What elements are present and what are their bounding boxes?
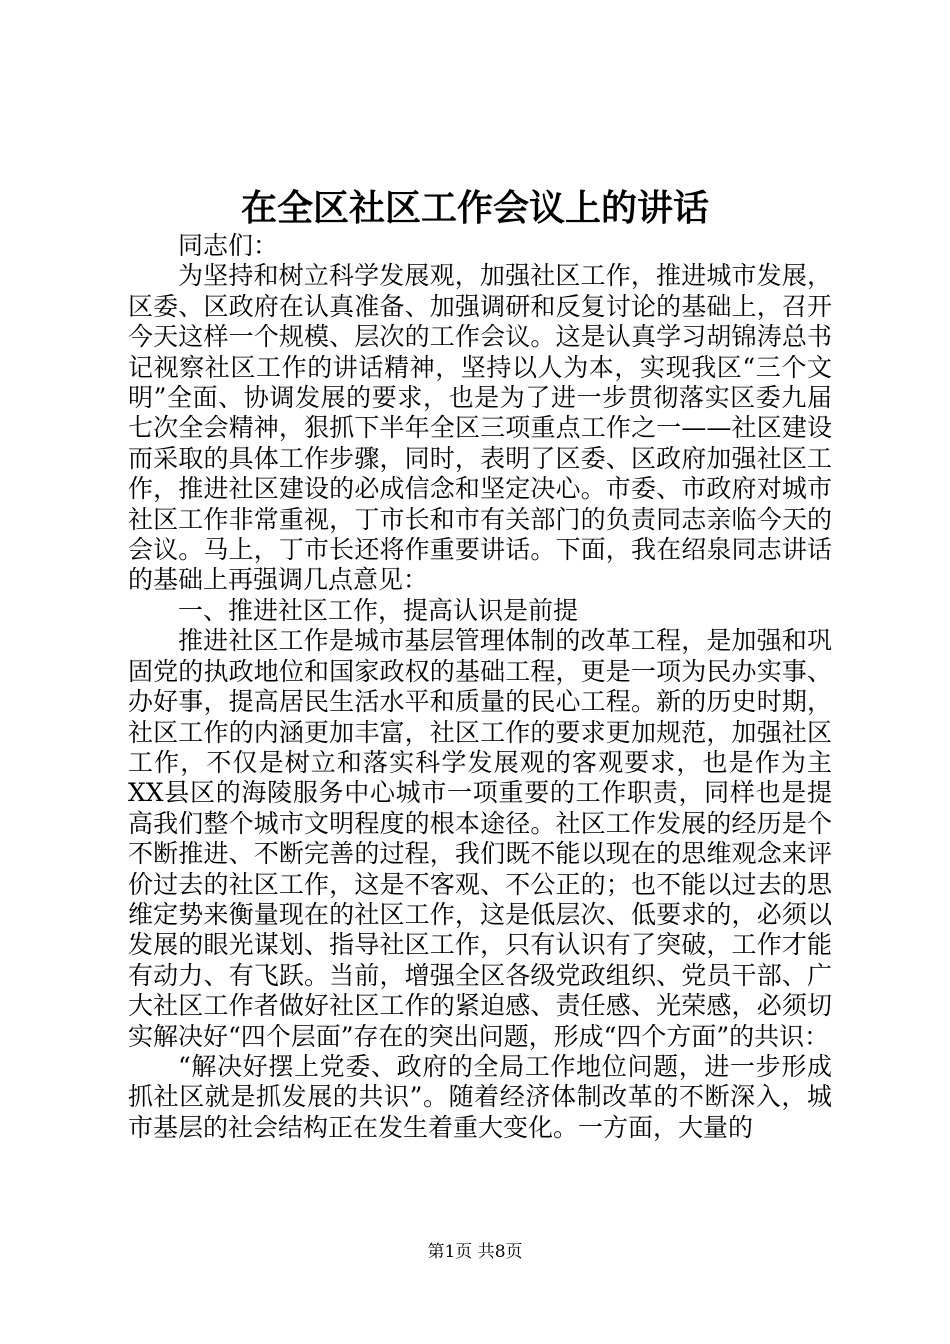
body-paragraph: 为坚持和树立科学发展观，加强社区工作，推进城市发展，区委、区政府在认真准备、加强调研和反复讨论的基础上，召开今天这样一个规模、层次的工作会议。这是认真学习胡锦涛总书记视察社区工作的讲话精神，坚持以人为本，实现我区“三个文明”全面、协调发展的要求，也是为了进一步贯彻落实区委九届七次全会精神，狠抓下半年全区三项重点工作之一——社区建设而采取的具体工作步骤，同时，表明了区委、区政府加强社区工作，推进社区建设的必成信念和坚定决心。市委、市政府对城市社区工作非常重视，丁市长和市有关部门的负责同志亲临今天的会议。马上，丁市长还将作重要讲话。下面，我在绍泉同志讲话的基础上再强调几点意见： (128, 261, 832, 595)
document-title: 在全区社区工作会议上的讲话 (240, 187, 709, 229)
document-body (128, 231, 832, 1143)
body-paragraph: 推进社区工作是城市基层管理体制的改革工程，是加强和巩固党的执政地位和国家政权的基础工程，更是一项为民办实事、办好事，提高居民生活水平和质量的民心工程。新的历史时期，社区工作的内涵更加丰富，社区工作的要求更加规范，加强社区工作，不仅是树立和落实科学发展观的客观要求，也是作为主XX县区的海陵服务中心城市一项重要的工作职责，同样也是提高我们整个城市文明程度的根本途径。社区工作发展的经历是个不断推进、不断完善的过程，我们既不能以现在的思维观念来评价过去的社区工作，这是不客观、不公正的；也不能以过去的思维定势来衡量现在的社区工作，这是低层次、低要求的，必须以发展的眼光谋划、指导社区工作，只有认识有了突破，工作才能有动力、有飞跃。当前，增强全区各级党政组织、党员干部、广大社区工作者做好社区工作的紧迫感、责任感、光荣感，必须切实解决好“四个层面”存在的突出问题，形成“四个方面”的共识： (128, 626, 832, 1051)
page-footer: 第1页 共8页 (427, 1242, 523, 1262)
body-paragraph: “解决好摆上党委、政府的全局工作地位问题，进一步形成抓社区就是抓发展的共识”。随着经济体制改革的不断深入，城市基层的社会结构正在发生着重大变化。一方面，大量的 (128, 1051, 832, 1142)
section-heading: 一、推进社区工作，提高认识是前提 (178, 595, 579, 625)
salutation: 同志们： (178, 231, 279, 260)
